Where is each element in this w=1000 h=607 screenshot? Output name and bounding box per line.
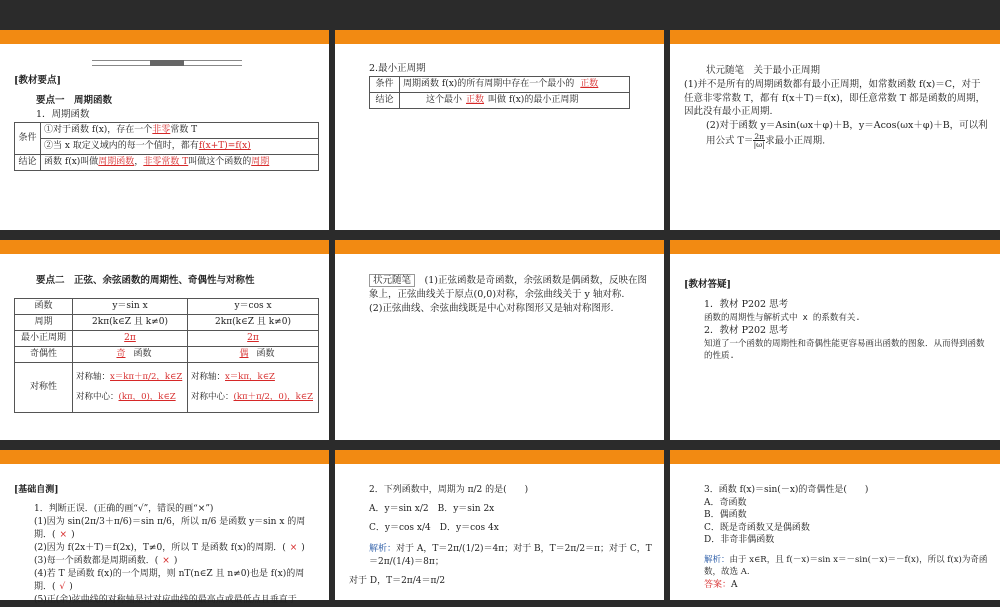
option-b[interactable]: B．偶函数: [704, 510, 747, 521]
question: 3．函数 f(x)＝sin(－x)的奇偶性是( ): [704, 485, 869, 495]
top-bar: [0, 0, 1000, 24]
period-fraction: [753, 133, 765, 149]
cond1-text: ①对于函数 f(x)，存在一个: [44, 125, 153, 136]
slide-3[interactable]: [670, 30, 1000, 230]
option-a[interactable]: A．奇函数: [704, 497, 747, 508]
answer: [684, 579, 990, 592]
judge-intro: 1．判断正误．(正确的画“√”，错误的画“×”): [34, 504, 214, 515]
concl-answer-3: 周期: [251, 157, 270, 168]
item-2-mark: ×: [289, 543, 298, 554]
axis-label: 对称轴：: [191, 372, 226, 383]
header-sin: y＝sin x: [73, 298, 188, 314]
section-title: [教材答疑]: [684, 279, 731, 290]
concl-text: 这个最小: [426, 94, 463, 105]
point-title: 要点一 周期函数: [36, 94, 113, 106]
tip-tag: 状元随笔: [369, 274, 415, 287]
judge-item-2: (2)因为 f(2x＋T)＝f(2x)，T≠0，所以 T 是函数 f(x)的周期．( × ): [34, 543, 305, 554]
sym-cos-cell: [188, 362, 319, 412]
analysis-label: 解析：: [704, 554, 730, 565]
cond1-answer: 非零: [152, 125, 171, 136]
axis-label: 对称轴：: [76, 372, 111, 383]
sub-title: 1．周期函数: [36, 108, 90, 120]
tip-p2-post: 求最小正周期.: [765, 135, 826, 147]
parity-suffix: 函数: [256, 348, 275, 359]
item-3-text: (3)每一个函数都是周期函数．(: [34, 556, 159, 567]
cond2-cell: [41, 139, 319, 155]
tip-paragraph-1: (1)正弦函数是奇函数，余弦函数是偶函数，反映在图象上，正弦曲线关于原点(0,0)对称，余弦曲线关于 y 轴对称.: [369, 275, 647, 300]
slide-band: [670, 30, 1000, 44]
row-period: 周期: [15, 314, 73, 330]
question-1: 1．教材 P202 思考: [704, 298, 789, 310]
option-a[interactable]: A．y＝sin x/2: [369, 504, 429, 515]
header-cos: y＝cos x: [188, 298, 319, 314]
min-period-sin: 2π: [124, 332, 136, 343]
item-1-mark: ×: [59, 530, 68, 541]
sym-sin-cell: [73, 362, 188, 412]
option-d[interactable]: D．y＝cos 4x: [439, 523, 499, 534]
slide-band: [0, 240, 329, 254]
sin-cos-properties-table: [14, 298, 319, 413]
parity-sin-cell: [73, 346, 188, 362]
concl-cell: [41, 155, 319, 171]
tip-paragraph-2: (2)正弦曲线、余弦曲线既是中心对称图形又是轴对称图形.: [369, 302, 614, 314]
parity-sin: 奇: [116, 348, 126, 359]
item-4-text: (4)若 T 是函数 f(x)的一个周期，则 nT(n∈Z 且 n≠0)也是 f(x)的周期．(: [34, 569, 305, 593]
sin-axis: x＝kπ＋π/2，k∈Z: [110, 372, 183, 383]
concl-label: 结论: [15, 155, 41, 171]
parity-cos-cell: [188, 346, 319, 362]
center-label: 对称中心：: [76, 392, 119, 403]
slide-1[interactable]: [0, 30, 329, 230]
fraction-den: |ω|: [753, 140, 765, 150]
item-2-text: (2)因为 f(2x＋T)＝f(2x)，T≠0，所以 T 是函数 f(x)的周期．(: [34, 543, 286, 554]
options-row-2: [349, 522, 654, 535]
option-c[interactable]: C．y＝cos x/4: [369, 523, 431, 534]
answer-value: A: [731, 579, 738, 590]
concl-text-mid: 叫做这个函数的: [188, 157, 252, 168]
fraction-num: 2π: [754, 131, 765, 141]
analysis-continued: 对于 D，T＝2π/4＝π/2: [349, 576, 446, 587]
item-1-text: (1)因为 sin(2π/3＋π/6)＝sin π/6，所以 π/6 是函数 y＝sin x 的周期．(: [34, 517, 306, 541]
min-period-table: [369, 76, 630, 109]
cond-answer: 正数: [580, 78, 599, 89]
analysis-text: 由于 x∈R，且 f(－x)＝sin x＝－sin(－x)＝－f(x)，所以 f(x)为奇函数，故选 A.: [704, 554, 988, 577]
item-3-mark: ×: [162, 556, 170, 567]
slide-4[interactable]: [0, 240, 329, 440]
cond2-answer: f(x+T)=f(x): [198, 141, 251, 152]
cond2-text: ②当 x 取定义域内的每一个值时，都有: [44, 141, 199, 152]
concl-comma: ，: [134, 157, 144, 168]
concl-answer-2: 非零常数 T: [143, 157, 189, 168]
slide-8[interactable]: [335, 450, 664, 600]
cond-text: 周期函数 f(x)的所有周期中存在一个最小的: [403, 78, 575, 89]
question: 2．下列函数中，周期为 π/2 的是( ): [369, 485, 529, 495]
slide-9[interactable]: [670, 450, 1000, 600]
concl-cell: [400, 92, 630, 108]
slide-band: [335, 240, 664, 254]
sin-center: (kπ，0)，k∈Z: [118, 392, 176, 403]
answer-2: 知道了一个函数的周期性和奇偶性能更容易画出函数的图象．从而得到函数的性质.: [704, 338, 985, 361]
options-row-1: [349, 503, 654, 516]
slide-band: [0, 30, 329, 44]
min-sin-cell: [73, 330, 188, 346]
concl-text-post: 叫做 f(x)的最小正周期: [488, 94, 579, 105]
min-period-cos: 2π: [247, 332, 259, 343]
row-symmetry: 对称性: [15, 362, 73, 412]
min-period-title: 2.最小正周期: [369, 63, 426, 74]
analysis: [684, 555, 990, 579]
slide-band: [670, 450, 1000, 464]
period-cos: 2kπ(k∈Z 且 k≠0): [188, 314, 319, 330]
analysis-text: 对于 A，T＝2π/(1/2)＝4π；对于 B，T＝2π/2＝π；对于 C，T＝2π/(1/4)＝8π；: [369, 544, 652, 568]
tip-paragraph-1: (1)并不是所有的周期函数都有最小正周期，如常数函数 f(x)＝C，对于任意非零常数 T，都有 f(x＋T)＝f(x)，即任意常数 T 都是函数的周期，因此没有最小正周期.: [684, 78, 986, 118]
judge-item-3: (3)每一个函数都是周期函数．( × ): [34, 556, 178, 567]
parity-cos: 偶: [239, 348, 249, 359]
row-parity: 奇偶性: [15, 346, 73, 362]
min-cos-cell: [188, 330, 319, 346]
option-d[interactable]: D．非奇非偶函数: [704, 535, 775, 546]
tip-p2-text: (2)对于函数 y＝Asin(ωx＋φ)＋B，y＝Acos(ωx＋φ)＋B，可以利用公式 T＝: [706, 120, 988, 147]
analysis: [349, 543, 654, 569]
tip-tag: 状元随笔: [706, 65, 745, 76]
cond1-cell: [41, 123, 319, 139]
concl-answer-1: 周期函数: [98, 157, 135, 168]
cond-label: 条件: [370, 76, 400, 92]
slide-band: [0, 450, 329, 464]
section-title: [基础自测]: [14, 485, 59, 495]
option-b[interactable]: B．y＝sin 2x: [437, 504, 495, 515]
period-sin: 2kπ(k∈Z 且 k≠0): [73, 314, 188, 330]
decorative-ribbon: [92, 60, 242, 66]
slide-band: [670, 240, 1000, 254]
judge-item-1: (1)因为 sin(2π/3＋π/6)＝sin π/6，所以 π/6 是函数 y＝sin x 的周期．( × ): [34, 517, 306, 541]
header-func: 函数: [15, 298, 73, 314]
question-2: 2．教材 P202 思考: [704, 324, 789, 336]
judge-item-4: (4)若 T 是函数 f(x)的一个周期，则 nT(n∈Z 且 n≠0)也是 f(x)的周期．( √ ): [34, 569, 305, 593]
point-title: 要点二 正弦、余弦函数的周期性、奇偶性与对称性: [36, 275, 255, 286]
section-title: [教材要点]: [14, 75, 61, 86]
cond1-text-post: 常数 T: [170, 125, 198, 136]
analysis-label: 解析：: [369, 544, 397, 555]
concl-text: 函数 f(x)叫做: [44, 157, 99, 168]
slide-5[interactable]: [335, 240, 664, 440]
answer-label: 答案：: [704, 579, 732, 590]
item-4-mark: √: [59, 582, 66, 593]
parity-suffix: 函数: [133, 348, 152, 359]
periodic-function-table: [14, 122, 319, 171]
row-min-period: 最小正周期: [15, 330, 73, 346]
slide-band: [335, 450, 664, 464]
slide-2[interactable]: [335, 30, 664, 230]
concl-label: 结论: [370, 92, 400, 108]
tip-paragraph-2: [684, 119, 990, 149]
tip-title: 关于最小正周期: [753, 65, 821, 76]
cond-cell: [400, 76, 630, 92]
cond-label: 条件: [15, 123, 41, 155]
slide-band: [335, 30, 664, 44]
concl-answer: 正数: [466, 94, 485, 105]
judge-item-5: (5)正(余)弦曲线的对称轴是过对应曲线的最高点或最低点且垂直于: [34, 595, 297, 606]
answer-1: 函数的周期性与解析式中 x 的系数有关.: [704, 312, 861, 323]
slide-7[interactable]: [0, 450, 329, 606]
slide-6[interactable]: [670, 240, 1000, 440]
cos-axis: x＝kπ，k∈Z: [225, 372, 275, 383]
option-c[interactable]: C．既是奇函数又是偶函数: [704, 522, 810, 533]
cos-center: (kπ＋π/2，0)，k∈Z: [233, 392, 314, 403]
center-label: 对称中心：: [191, 392, 234, 403]
